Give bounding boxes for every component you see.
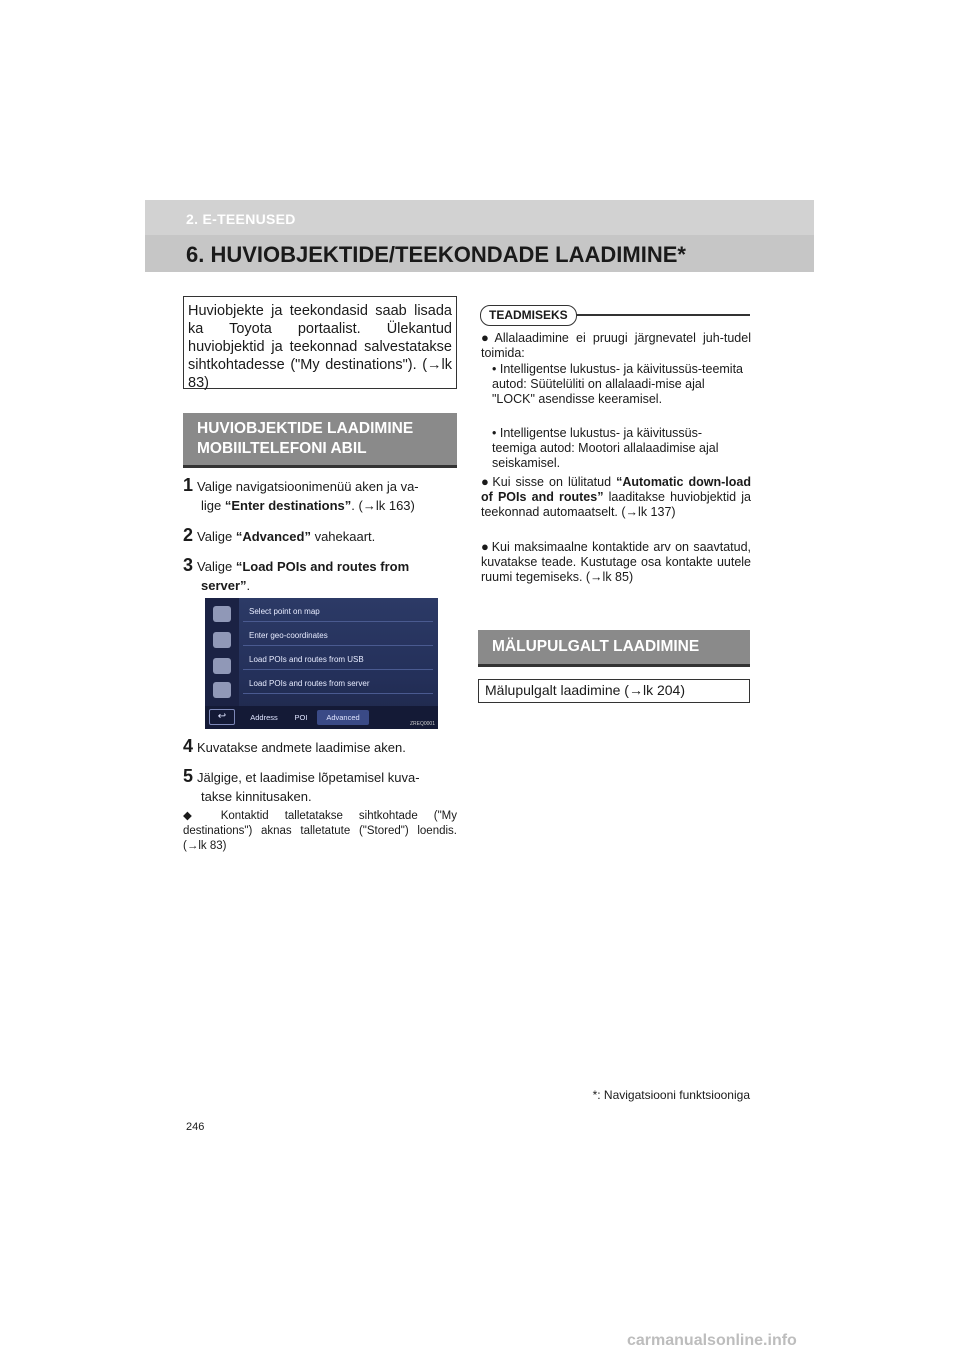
- map-icon: [213, 606, 231, 622]
- step-number: 1: [183, 475, 194, 495]
- note-sub-2: • Intelligentse lukustus- ja käivitussüs-teemiga autod: Mootori allalaadimise ajal seiskamisel.: [492, 426, 719, 470]
- section-heading-usb: MÄLUPULGALT LAADIMINE: [478, 630, 750, 667]
- step-text: . (→lk 163): [351, 498, 415, 513]
- step-bold: “Advanced”: [235, 529, 311, 544]
- step-text: lige: [201, 498, 225, 513]
- step-5: [183, 767, 461, 806]
- step-bold: “Load POIs and routes from: [235, 559, 410, 574]
- notes-label: TEADMISEKS: [480, 305, 577, 326]
- step-text: .: [246, 578, 251, 593]
- footnote: *: Navigatsiooni funktsiooniga: [592, 1088, 750, 1102]
- step-number: 4: [183, 736, 194, 756]
- diamond-bullet-icon: ◆: [183, 810, 205, 822]
- screen-sidebar: [205, 598, 239, 706]
- step-number: 2: [183, 525, 194, 545]
- screen-tab: Advanced: [317, 710, 369, 725]
- globe-icon: [213, 632, 231, 648]
- step-text: takse kinnitusaken.: [201, 789, 312, 804]
- screen-tabs: [205, 706, 438, 729]
- bullet-icon: ●: [481, 539, 490, 554]
- step-text: vahekaart.: [310, 529, 376, 544]
- note-1: [481, 330, 751, 361]
- bullet-text: Kontaktid talletatakse sihtkohtade ("My destinations") aknas talletatute ("Stored") loendis. (→lk 83): [183, 810, 457, 852]
- page-title: 6. HUVIOBJEKTIDE/TEEKONDADE LAADIMINE*: [186, 242, 686, 267]
- left-bullet: [183, 809, 457, 854]
- note-bold: “Automatic down-load of POIs and routes”: [481, 475, 751, 504]
- step-text: Valige: [197, 529, 236, 544]
- step-number: 5: [183, 766, 194, 786]
- step-1: [183, 476, 461, 515]
- section-heading-mobile: HUVIOBJEKTIDE LAADIMINE MOBIILTELEFONI ABIL: [183, 413, 457, 468]
- page-number: 246: [186, 1121, 205, 1133]
- note-text: Kui maksimaalne kontaktide arv on saavtatud, kuvatakse teade. Kustutage osa kontakte uutele ruumi tegemiseks. (→lk 85): [481, 540, 752, 584]
- step-bold: server”: [201, 578, 247, 593]
- step-number: 3: [183, 555, 194, 575]
- screen-tab: POI: [294, 713, 308, 722]
- note-text: Kui sisse on lülitatud: [492, 475, 617, 489]
- note-3: [481, 539, 751, 585]
- back-icon: ↩: [209, 709, 235, 725]
- note-2: [481, 474, 751, 520]
- note-sub-1: • Intelligentse lukustus- ja käivitussüs-teemita autod: Süütelüliti on allalaadi-mise ajal "LOCK" asendisse keeramisel.: [492, 362, 744, 406]
- bullet-icon: ●: [481, 474, 491, 489]
- screen-item: Load POIs and routes from USB: [243, 650, 433, 670]
- intro-box: Huviobjekte ja teekondasid saab lisada ka Toyota portaalist. Ülekantud huviobjektid ja teekonnad salvestatakse sihtkohtadesse ("My destinations"). (→lk 83): [183, 296, 457, 389]
- screen-item: Select point on map: [243, 602, 433, 622]
- screen-tab: Address: [250, 713, 278, 722]
- note-text: Allalaadimine ei pruugi järgnevatel juh-tudel toimida:: [481, 331, 751, 360]
- step-text: Valige: [197, 559, 236, 574]
- nav-screen-image: [205, 598, 438, 729]
- step-text: Jälgige, et laadimise lõpetamisel kuva-: [197, 770, 420, 785]
- note-text: laaditakse huviobjektid ja teekonnad automaatselt. (→lk 137): [481, 490, 751, 519]
- screen-item: Enter geo-coordinates: [243, 626, 433, 646]
- screen-item: Load POIs and routes from server: [243, 674, 433, 694]
- watermark: carmanualsonline.info: [627, 1332, 797, 1349]
- step-3: [183, 556, 461, 595]
- step-text: Kuvatakse andmete laadimise aken.: [197, 740, 406, 755]
- image-code: ZREQ0001: [409, 721, 435, 727]
- step-bold: “Enter destinations”: [224, 498, 352, 513]
- edit-icon: [213, 682, 231, 698]
- section-label: 2. E-TEENUSED: [186, 211, 296, 227]
- step-4: [183, 737, 461, 757]
- usb-ref-box: Mälupulgalt laadimine (→lk 204): [478, 679, 750, 703]
- settings-icon: [213, 658, 231, 674]
- bullet-icon: ●: [481, 330, 493, 345]
- step-text: Valige navigatsioonimenüü aken ja va-: [197, 479, 419, 494]
- step-2: [183, 526, 461, 546]
